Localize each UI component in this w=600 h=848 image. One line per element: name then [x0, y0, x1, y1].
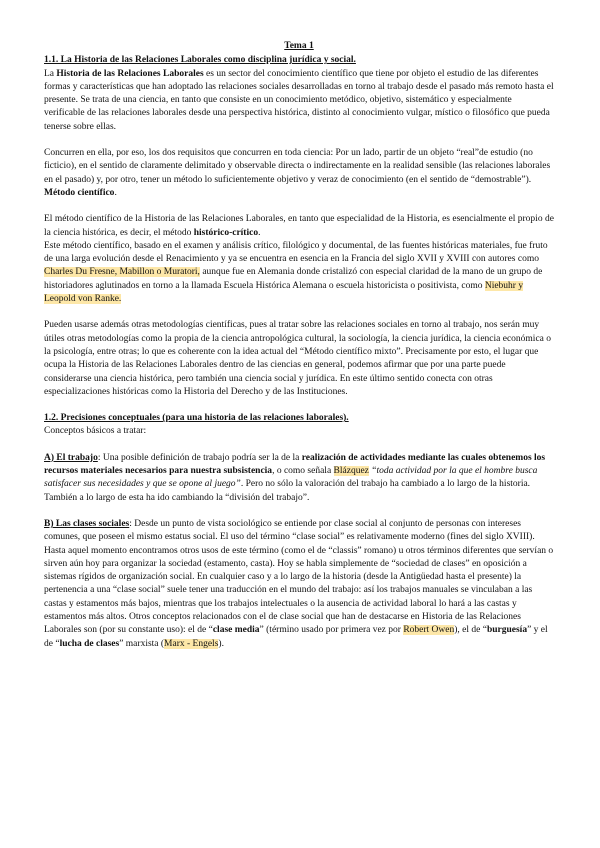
text-run: .: [258, 227, 261, 238]
page-title: Tema 1: [284, 41, 314, 51]
bold-text: realización de actividades mediante las cuales obtenemos los recursos materiales necesarios para nuestra subsistencia: [44, 452, 546, 477]
paragraph: [44, 319, 554, 399]
text-run: ).: [218, 638, 224, 649]
text-run: La: [44, 68, 57, 79]
text-run: , o como señala: [272, 466, 334, 477]
paragraph-trabajo: [44, 452, 554, 505]
section-2-intro: Conceptos básicos a tratar:: [44, 426, 147, 437]
text-run: aunque fue en Alemania donde cristalizó con especial claridad de la mano de un grupo de historiadores aglutinados en torno a la llamada Escuela Histórica Alemana o escuela historicista o positivista, como: [44, 267, 543, 291]
bold-text: lucha de clases: [59, 638, 120, 649]
text-run: : Desde un punto de vista sociológico se entiende por clase social al conjunto de personas con intereses comunes, que poseen el mismo estatus social. El uso del término “clase social” es relativamente moderno (fines del siglo XVIII). Hasta aquel momento encontramos otros usos de este término (como el de “classis” romano) u otros términos diferentes que servían o sirven aún hoy para organizar la sociedad (estamento, casta). Hoy se habla simplemente de “sociedad de clases” en oposición a sistemas rígidos de organización social. En cualquier caso y a lo largo de la historia (desde la Antigüedad hasta el presente) la pertenencia a una “clase social” suele tener una traducción en el mundo del trabajo: así los trabajos manuales se vinculaban a las castas y estamentos más bajos, mientras que los trabajos intelectuales o la ausencia de actividad laboral lo hará a las castas y estamentos más altos. Otros conceptos relacionados con el de clase social que han de destacarse en Historia de las Relaciones Laborales son (por su constante uso): el de “: [44, 518, 554, 636]
text-run: ” y el de “: [44, 625, 548, 649]
text-run: Concurren en ella, por eso, los dos requisitos que concurren en toda ciencia: Por un lado, partir de un objeto “real”de estudio (no ficticio), en el sentido de claramente delimitado y observable directa o indirectamente en la realidad sensible (las relaciones laborales en el pasado) y, por otro, tener un método lo suficientemente objetivo y veraz de conocimiento (en el sentido de “demostrable”).: [44, 148, 551, 185]
section-1-heading: 1.1. La Historia de las Relaciones Laborales como disciplina jurídica y social.: [44, 55, 356, 66]
bold-text: histórico-crítico: [193, 227, 259, 238]
text-run: “toda actividad por la que el hombre busca satisfacer sus necesidades y que se opone al juego”: [44, 466, 538, 490]
paragraph: [44, 68, 554, 134]
text-run: : Una posible definición de trabajo podría ser la de la: [97, 452, 302, 463]
text-run: Pueden usarse además otras metodologías científicas, pues al tratar sobre las relaciones sociales en torno al trabajo, nos serán muy útiles otras metodologías como la propia de la ciencia antropológica cultural, la sociología, la ciencia jurídica, la ciencia económica o la psicología, entre otras; lo que es coherente con la idea actual del “Método científico mixto”. Precisamente por esto, el lugar que ocupa la Historia de las Relaciones Laborales dentro de las ciencias en general, podemos afirmar que por una parte puede considerarse una ciencia histórica, pero también una ciencia social y jurídica. En este último sentido conecta con otras especializaciones históricas como la Historia del Derecho y de las Instituciones.: [44, 320, 551, 397]
section-2-heading: 1.2. Precisiones conceptuales (para una historia de las relaciones laborales).: [44, 413, 349, 424]
highlighted-text: Niebuhr y Leopold von Ranke.: [44, 280, 524, 305]
highlighted-text: Charles Du Fresne, Mabillon o Muratori,: [44, 267, 200, 278]
bold-text: Historia de las Relaciones Laborales: [56, 68, 204, 79]
paragraph: [44, 147, 554, 200]
text-run: Este método científico, basado en el examen y análisis crítico, filológico y documental, de las fuentes históricas materiales, fue fruto de una larga evolución desde el Renacimiento y ya se encuentra en esencia en la Francia del siglo XVII y XVIII con autores como: [44, 240, 548, 265]
highlighted-text: Blázquez: [333, 466, 369, 477]
text-run: .: [114, 187, 117, 198]
bold-text: burguesía: [486, 625, 528, 636]
text-run: ” marxista (: [119, 638, 165, 649]
paragraph: [44, 240, 554, 306]
text-run: El método científico de la Historia de las Relaciones Laborales, en tanto que especialidad de la Historia, es esencialmente el propio de la ciencia histórica, es decir, el método: [44, 214, 554, 238]
text-run: ), el de “: [454, 625, 487, 636]
paragraph-clases-sociales: [44, 518, 554, 651]
highlighted-text: Robert Owen: [403, 625, 455, 636]
text-run: ” (término usado por primera vez por: [259, 625, 404, 636]
bold-text: B) Las clases sociales: [44, 518, 130, 529]
paragraph: [44, 213, 554, 240]
bold-text: Método científico: [44, 187, 115, 198]
bold-text: clase media: [212, 625, 260, 636]
highlighted-text: Marx - Engels: [164, 638, 219, 649]
text-run: . Pero no sólo la valoración del trabajo ha cambiado a lo largo de la historia. También a lo largo de esta ha ido cambiando la “división del trabajo”.: [44, 479, 531, 503]
text-run: es un sector del conocimiento científico que tiene por objeto el estudio de las diferentes formas y características que han adoptado las relaciones sociales desarrolladas en torno al trabajo desde el pasado más remoto hasta el presente. Se trata de una ciencia, en tanto que consiste en un conocimiento metódico, objetivo, sistemático y especialmente verificable de las relaciones laborales desde una perspectiva histórica, distinto al conocimiento vulgar, místico o filosófico que pueda tenerse sobre ellas.: [44, 68, 554, 132]
bold-text: A) El trabajo: [44, 452, 98, 463]
